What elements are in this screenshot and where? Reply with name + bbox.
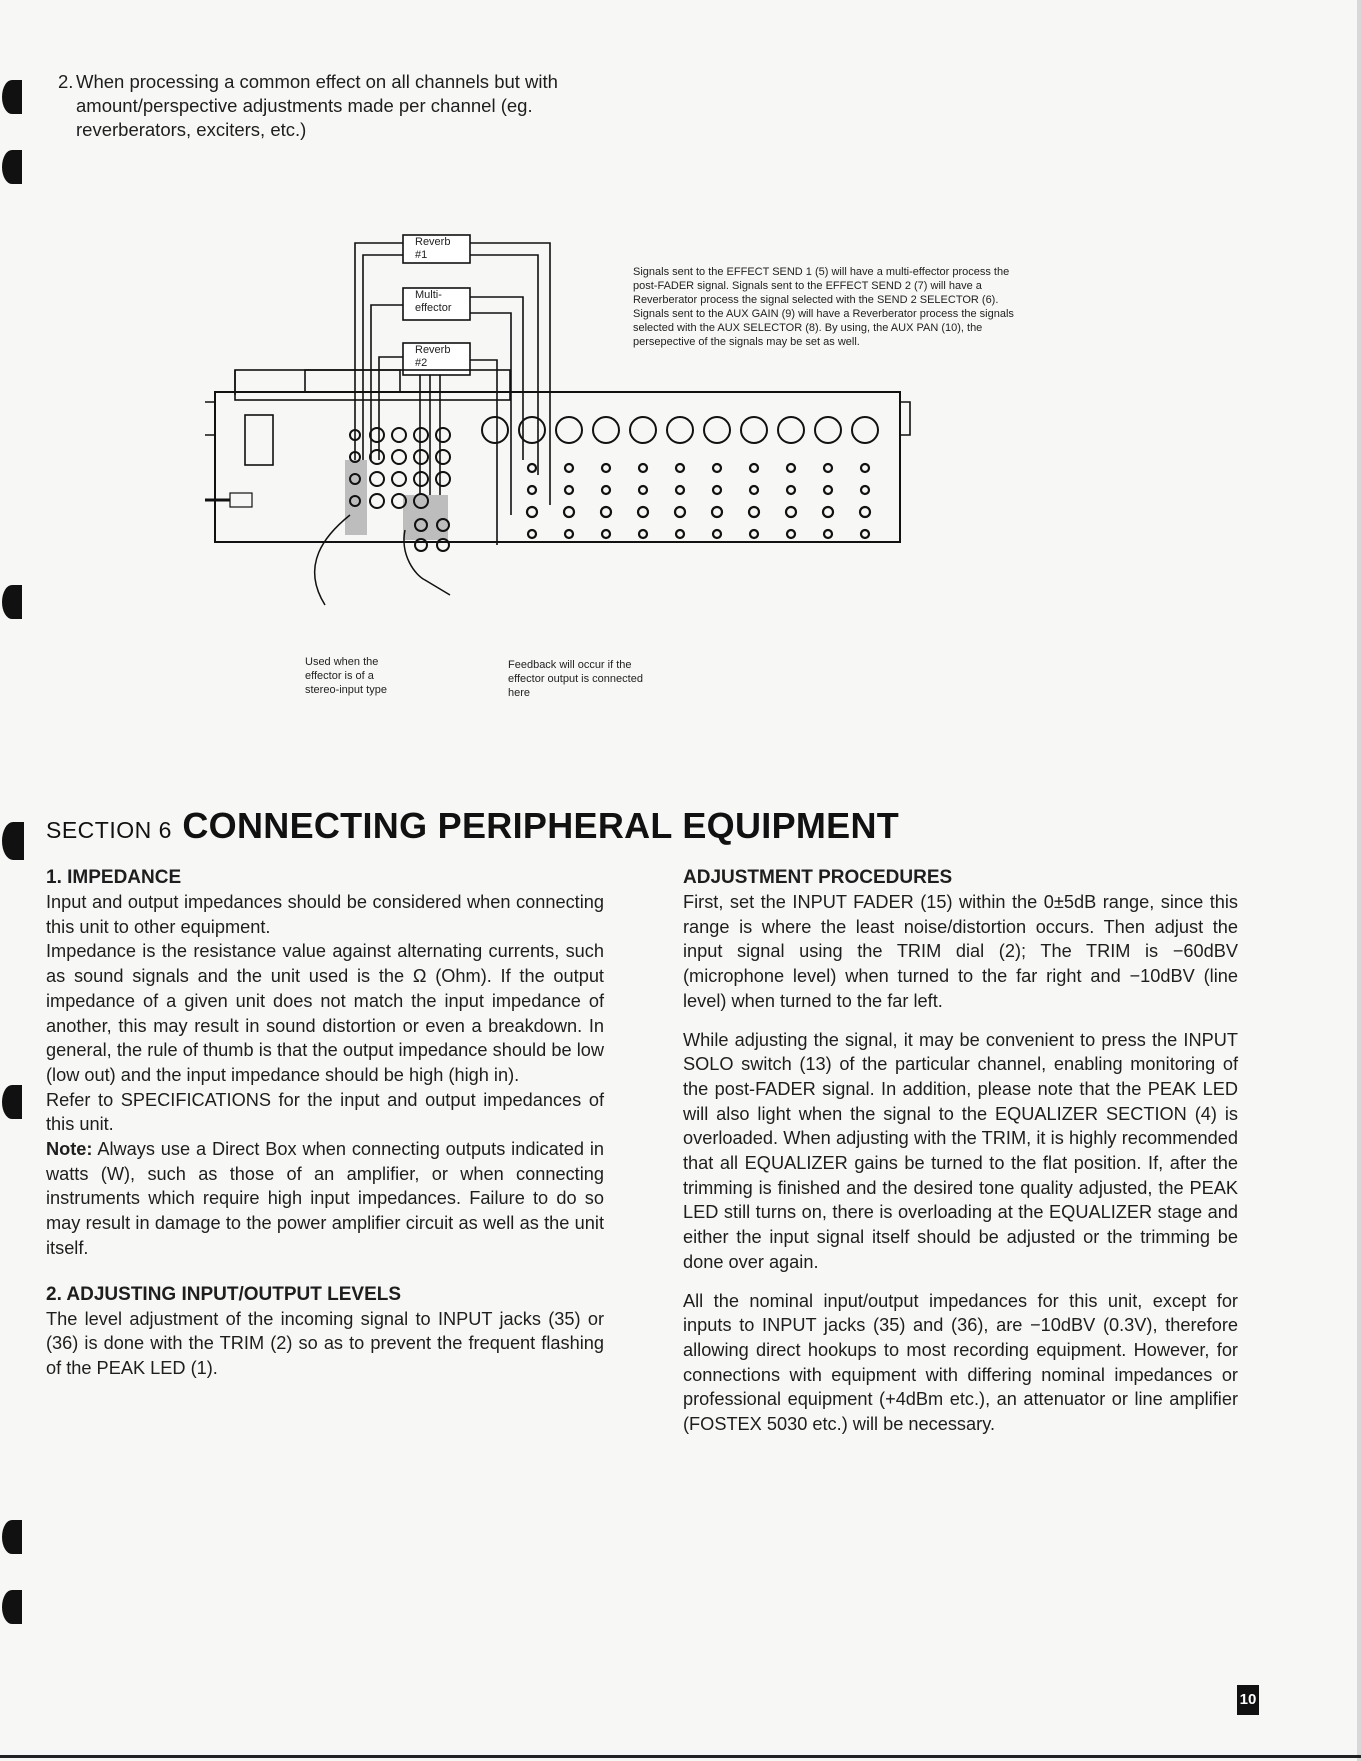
adjustment-heading: ADJUSTMENT PROCEDURES xyxy=(683,867,953,888)
binder-hole-mark xyxy=(2,1590,22,1624)
intro-item xyxy=(58,70,613,142)
adjustment-paragraph: All the nominal input/output impedances for this unit, except for inputs to INPUT jacks (35) and (36), are −10dBV (0.3V), therefore allowing direct hookups to most recording equipment. However, for connections with equipment with differing nominal impedances or professional equipment (+4dBm etc.), an attenuator or line amplifier (FOSTEX 5030 etc.) will be necessary. xyxy=(683,1290,1238,1435)
binder-hole-mark xyxy=(2,585,22,619)
box-reverb-1-label: Reverb #1 xyxy=(415,236,451,261)
binder-hole-mark xyxy=(2,822,24,860)
signal-flow-note: Signals sent to the EFFECT SEND 1 (5) will have a multi-effector process the post-FADER signal. Signals sent to the EFFECT SEND 2 (7) will have a Reverberator process the signal selected with the SEND 2 SELECTOR (6). Signals sent to the AUX GAIN (9) will have a Reverberator process the signals selected with the AUX SELECTOR (8). By using, the AUX PAN (10), the persepective of the signals may be set as well. xyxy=(633,266,1014,348)
impedance-paragraph: Impedance is the resistance value against alternating currents, such as sound signals and the unit used is the Ω (Ohm). If the output impedance of a given unit does not match the input impedance of another, this may result in sound distortion or even a breakdown. In general, the rule of thumb is that the output impedance should be low (low out) and the input impedance should be high (high in). xyxy=(46,941,604,1085)
section-title: CONNECTING PERIPHERAL EQUIPMENT xyxy=(182,805,900,846)
page-number: 10 xyxy=(1237,1685,1259,1715)
adjustment-paragraph: While adjusting the signal, it may be convenient to press the INPUT SOLO switch (13) of the particular channel, enabling monitoring of the post-FADER signal. In addition, please note that the PEAK LED will also light when the signal to the EQUALIZER SECTION (4) is overloaded. When adjusting with the TRIM, it is highly recommended that all EQUALIZER gains be turned to the flat position. If, after the trimming is finished and the desired tone quality adjusted, the PEAK LED still turns on, there is overloading at the EQUALIZER stage and either the input signal itself should be adjusted or the trimming be done over again. xyxy=(683,1029,1238,1272)
levels-heading: 2. ADJUSTING INPUT/OUTPUT LEVELS xyxy=(46,1283,402,1305)
impedance-note xyxy=(46,1137,604,1261)
binder-hole-mark xyxy=(2,80,22,114)
section-prefix: SECTION 6 xyxy=(46,817,172,843)
impedance-paragraph: Input and output impedances should be considered when connecting this unit to other equipment. xyxy=(46,892,604,937)
note-label: Note: xyxy=(46,1139,93,1160)
intro-text: When processing a common effect on all channels but with amount/perspective adjustments made per channel (eg. reverberators, exciters, etc.) xyxy=(76,71,558,140)
left-column xyxy=(46,866,604,1381)
box-multi-effector-label: Multi-effector xyxy=(415,289,452,314)
section-heading xyxy=(46,805,899,847)
binder-hole-mark xyxy=(2,1085,22,1119)
right-column xyxy=(683,866,1238,1437)
connection-diagram xyxy=(205,225,1020,725)
note-text: Always use a Direct Box when connecting outputs indicated in watts (W), such as those of an amplifier, or when connecting instruments which require high input impedances. Failure to do so may result in damage to the power amplifier circuit as well as the unit itself. xyxy=(46,1139,604,1258)
bottom-rule xyxy=(0,1755,1361,1758)
feedback-callout: Feedback will occur if the effector output is connected here xyxy=(508,659,643,699)
adjustment-paragraph: First, set the INPUT FADER (15) within the 0±5dB range, since this range is where the least noise/distortion occurs. Then adjust the input signal using the TRIM dial (2); The TRIM is −60dBV (microphone level) when turned to the far right and −10dBV (line level) when turned to the far left. xyxy=(683,892,1238,1011)
impedance-heading: 1. IMPEDANCE xyxy=(46,867,182,888)
stereo-input-callout: Used when the effector is of a stereo-input type xyxy=(305,656,387,696)
binder-hole-mark xyxy=(2,150,22,184)
binder-hole-mark xyxy=(2,1520,22,1554)
box-reverb-2-label: Reverb #2 xyxy=(415,344,451,369)
intro-number: 2. xyxy=(58,71,74,92)
levels-paragraph: The level adjustment of the incoming signal to INPUT jacks (35) or (36) is done with the TRIM (2) so as to prevent the frequent flashing of the PEAK LED (1). xyxy=(46,1308,604,1378)
page-edge xyxy=(1357,0,1361,1761)
impedance-paragraph: Refer to SPECIFICATIONS for the input and output impedances of this unit. xyxy=(46,1089,604,1135)
